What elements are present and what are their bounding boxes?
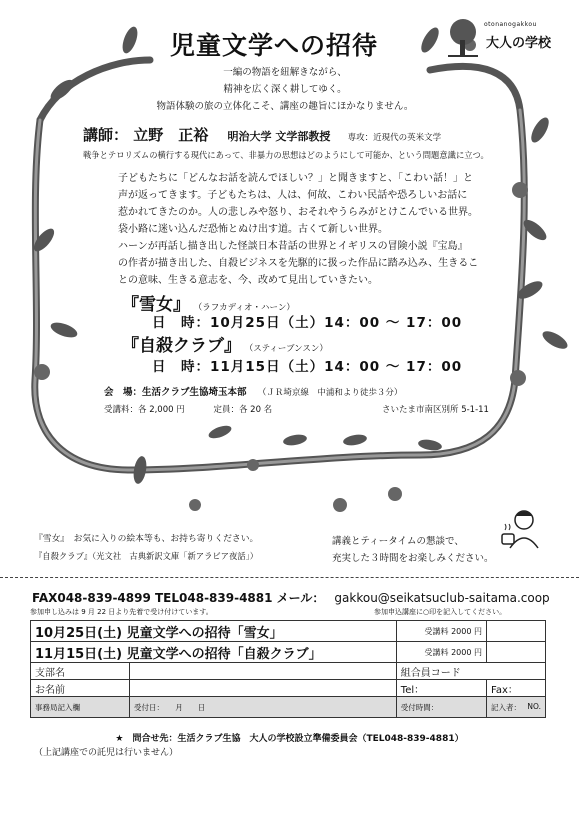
mark-note: 参加申込講座に○印を記入してください。 [374,608,507,616]
note-yukionna: 『雪女』 お気に入りの絵本等も、お持ち寄りください。 [34,534,259,544]
form-office-row [31,697,546,718]
branch-field[interactable] [130,663,397,680]
book-author: （ラフカディオ・ハーン） [198,303,295,313]
venue-label: 会 場：生活クラブ生協埼玉本部 [104,387,247,398]
venue-address: さいたま市南区別所 5-1-11 [382,405,489,415]
paragraph-line: 袋小路に迷い込んだ恐怖とぬけ出す道。古くて新しい世界。 [118,224,388,235]
paragraph-line: との意味、生きる意志を、今、改めて見出していきたい。 [118,275,378,286]
logo-name: 大人の学校 [486,36,552,51]
note-suicide-club: 『自殺クラブ』（光文社 古典新訳文庫「新アラビア夜話」） [34,551,259,561]
received-time: 受付時間： [396,697,486,718]
lecturer-specialty: 専攻：近現代の英米文学 [347,133,442,143]
lecturer-name: 立野 正裕 [133,126,209,144]
tree-icon [446,18,480,58]
inquiry-line: ★ 問合せ先：生活クラブ生協 大人の学校設立準備委員会（TEL048-839-4881） [115,734,464,744]
tel-label: Tel： [400,684,425,696]
page-title: 児童文学への招待 [170,31,379,60]
event-1-fee: 受講料 2000 円 [396,621,486,642]
intro-line: 一編の物語を紐解きながら、 [223,67,347,78]
form-branch-row [31,663,546,680]
teacup-woman-icon [500,508,540,550]
theme-line: 戦争とテロリズムの横行する現代にあって、非暴力の思想はどのようにして可能か、という問題意識に立つ。 [83,150,489,160]
paragraph-2 [118,238,498,289]
lecturer-line [83,124,441,145]
intro [130,64,440,115]
book-author: （スティーブンスン） [249,344,328,354]
email-link[interactable]: gakkou@seikatsuclub-saitama.coop [334,591,550,605]
childcare-note: （上記講座での託児は行いません） [34,748,179,758]
fax-field[interactable] [487,680,546,697]
event-2-fee: 受講料 2000 円 [396,642,486,663]
book-title: 『自殺クラブ』 [122,336,241,356]
application-form [30,620,546,718]
lecturer-affiliation: 明治大学 文学部教授 [227,130,331,143]
session-2-datetime: 日 時：11月15日（土）14：00 ～ 17：00 [152,359,463,375]
event-1-label: 10月25日(土) 児童文学への招待「雪女」 [31,621,397,642]
session-2-title [122,331,328,356]
received-date: 受付日： 月 日 [130,697,397,718]
event-2-checkbox[interactable] [487,642,546,663]
venue-access: （ＪＲ埼京線 中浦和より徒歩３分） [257,388,403,398]
fee: 受講料：各 2,000 円 [104,405,185,415]
paragraph-line: 惹かれてきたのか。人の悲しみや怒り、おそれやうらみがとけこんでいる世界。 [118,207,478,218]
note-teatime-2: 充実した３時間をお楽しみください。 [332,553,494,564]
tel-field[interactable] [396,680,486,697]
form-event-row [31,621,546,642]
form-name-row [31,680,546,697]
session-1-datetime: 日 時：10月25日（土）14：00 ～ 17：00 [152,315,463,331]
recorder-label: 記入者： [491,702,521,712]
paragraph-line: 声が返ってきます。子どもたちは、人は、何故、こわい民話や恐ろしいお話に [118,190,468,201]
member-code-label: 組合員コード [400,667,461,679]
school-logo [446,18,568,58]
logo-romaji: otonanogakkou [484,21,537,28]
paragraph-line: ハーンが再話し描き出した怪談日本昔話の世界とイギリスの冒険小説『宝島』 [118,241,468,252]
event-2-label: 11月15日(土) 児童文学への招待「自殺クラブ」 [31,642,397,663]
contact-line [32,589,550,606]
cut-line [0,577,579,578]
intro-line: 精神を広く深く耕してゆく。 [223,84,347,95]
intro-line: 物語体験の旅の立体化こそ、講座の趣旨にほかなりません。 [156,101,414,112]
name-field[interactable] [130,680,397,697]
branch-label: 支部名 [31,663,130,680]
member-code-field[interactable] [396,663,545,680]
recorder-no [487,697,546,718]
book-title: 『雪女』 [122,295,190,315]
deadline-note: 参加申し込みは 9 月 22 日より先着で受け付けています。 [30,608,213,616]
contact-numbers: FAX048-839-4899 TEL048-839-4881 メール： [32,591,325,605]
capacity: 定員：各 20 名 [213,405,273,415]
paragraph-line: 子どもたちに「どんなお話を読んでほしい？」と聞きますと、「こわい話！」と [118,173,473,184]
paragraph-1 [118,170,498,238]
office-use-label: 事務局記入欄 [31,697,130,718]
name-label: お名前 [31,680,130,697]
fee-line [104,403,272,415]
venue-line [104,384,402,398]
event-1-checkbox[interactable] [487,621,546,642]
fax-label: Fax： [491,684,518,696]
paragraph-line: の作者が描き出した、自殺ビジネスを先駆的に扱った作品に踏み込み、生きるこ [118,258,479,269]
note-teatime-1: 講義とティータイムの懇談で、 [332,536,464,547]
form-event-row [31,642,546,663]
no-label: NO. [527,701,541,711]
lecturer-label: 講師： [83,126,129,144]
